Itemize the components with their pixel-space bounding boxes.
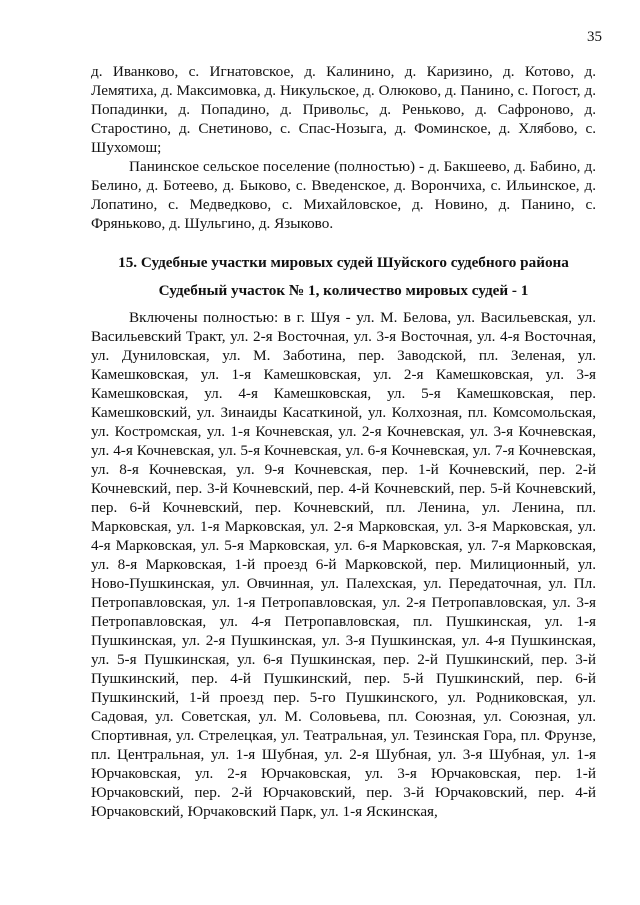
page-content: [91, 62, 596, 821]
subsection-heading: Судебный участок № 1, количество мировых судей - 1: [158, 282, 529, 299]
paragraph-villages-continued: д. Иванково, с. Игнатовское, д. Калинино, д. Каризино, д. Котово, д. Лемятиха, д. Максимовка, д. Никульское, д. Олюково, д. Панино, с. Погост, д. Попадинки, д. Попадино, д. Привольс, д. Реньково, д. Сафроново, д. Старостино, д. Снетиново, с. Спас-Нозыга, д. Фоминское, д. Хлябово, с. Шухомош;: [91, 63, 596, 156]
section-heading: 15. Судебные участки мировых судей Шуйского судебного района: [118, 254, 569, 271]
paragraph-paninskoe-settlement: Панинское сельское поселение (полностью) - д. Бакшеево, д. Бабино, д. Белино, д. Ботеево, д. Быково, с. Введенское, д. Ворончиха, с. Ильинское, д. Лопатино, с. Медведково, с. Михайловское, д. Новино, д. Панино, с. Фряньково, д. Шульгино, д. Языково.: [91, 158, 596, 232]
page-number: 35: [587, 29, 602, 45]
paragraph-included-streets: Включены полностью: в г. Шуя - ул. М. Белова, ул. Васильевская, ул. Васильевский Тракт, ул. 2-я Восточная, ул. 3-я Восточная, ул. 4-я Восточная, ул. Дуниловская, ул. М. Заботина, пер. Заводской, пл. Зеленая, ул. Камешковская, ул. 1-я Камешковская, ул. 2-я Камешковская, ул. 3-я Камешковская, ул. 4-я Камешковская, ул. 5-я Камешковская, пер. Камешковский, ул. Зинаиды Касаткиной, ул. Колхозная, пл. Комсомольская, ул. Костромская, ул. 1-я Кочневская, ул. 2-я Кочневская, ул. 3-я Кочневская, ул. 4-я Кочневская, ул. 5-я Кочневская, ул. 6-я Кочневская, ул. 7-я Кочневская, ул. 8-я Кочневская, ул. 9-я Кочневская, пер. 1-й Кочневский, пер. 2-й Кочневский, пер. 3-й Кочневский, пер. 4-й Кочневский, пер. 5-й Кочневский, пер. 6-й Кочневский, пер. Кочневский, пл. Ленина, ул. Ленина, пл. Марковская, ул. 1-я Марковская, ул. 2-я Марковская, ул. 3-я Марковская, ул. 4-я Марковская, ул. 5-я Марковская, ул. 6-я Марковская, ул. 7-я Марковская, ул. 8-я Марковская, 1-й проезд 6-й Марковской, пер. Милиционный, ул. Ново-Пушкинская, ул. Овчинная, ул. Палехская, ул. Передаточная, ул. Пл. Петропавловская, ул. 1-я Петропавловская, ул. 2-я Петропавловская, ул. 3-я Петропавловская, ул. 4-я Петропавловская, пл. Пушкинская, ул. 1-я Пушкинская, ул. 2-я Пушкинская, ул. 3-я Пушкинская, ул. 4-я Пушкинская, ул. 5-я Пушкинская, ул. 6-я Пушкинская, пер. 2-й Пушкинский, пер. 3-й Пушкинский, пер. 4-й Пушкинский, пер. 5-й Пушкинский, пер. 6-й Пушкинский, 1-й проезд пер. 5-го Пушкинского, ул. Родниковская, ул. Садовая, ул. Советская, ул. М. Соловьева, пл. Союзная, ул. Союзная, ул. Спортивная, ул. Стрелецкая, ул. Театральная, ул. Тезинская Гора, пл. Фрунзе, пл. Центральная, ул. 1-я Шубная, ул. 2-я Шубная, ул. 3-я Шубная, ул. 1-я Юрчаковская, ул. 2-я Юрчаковская, ул. 3-я Юрчаковская, пер. 1-й Юрчаковский, пер. 2-й Юрчаковский, пер. 3-й Юрчаковский, пер. 4-й Юрчаковский, Юрчаковский Парк, ул. 1-я Яскинская,: [91, 309, 596, 820]
